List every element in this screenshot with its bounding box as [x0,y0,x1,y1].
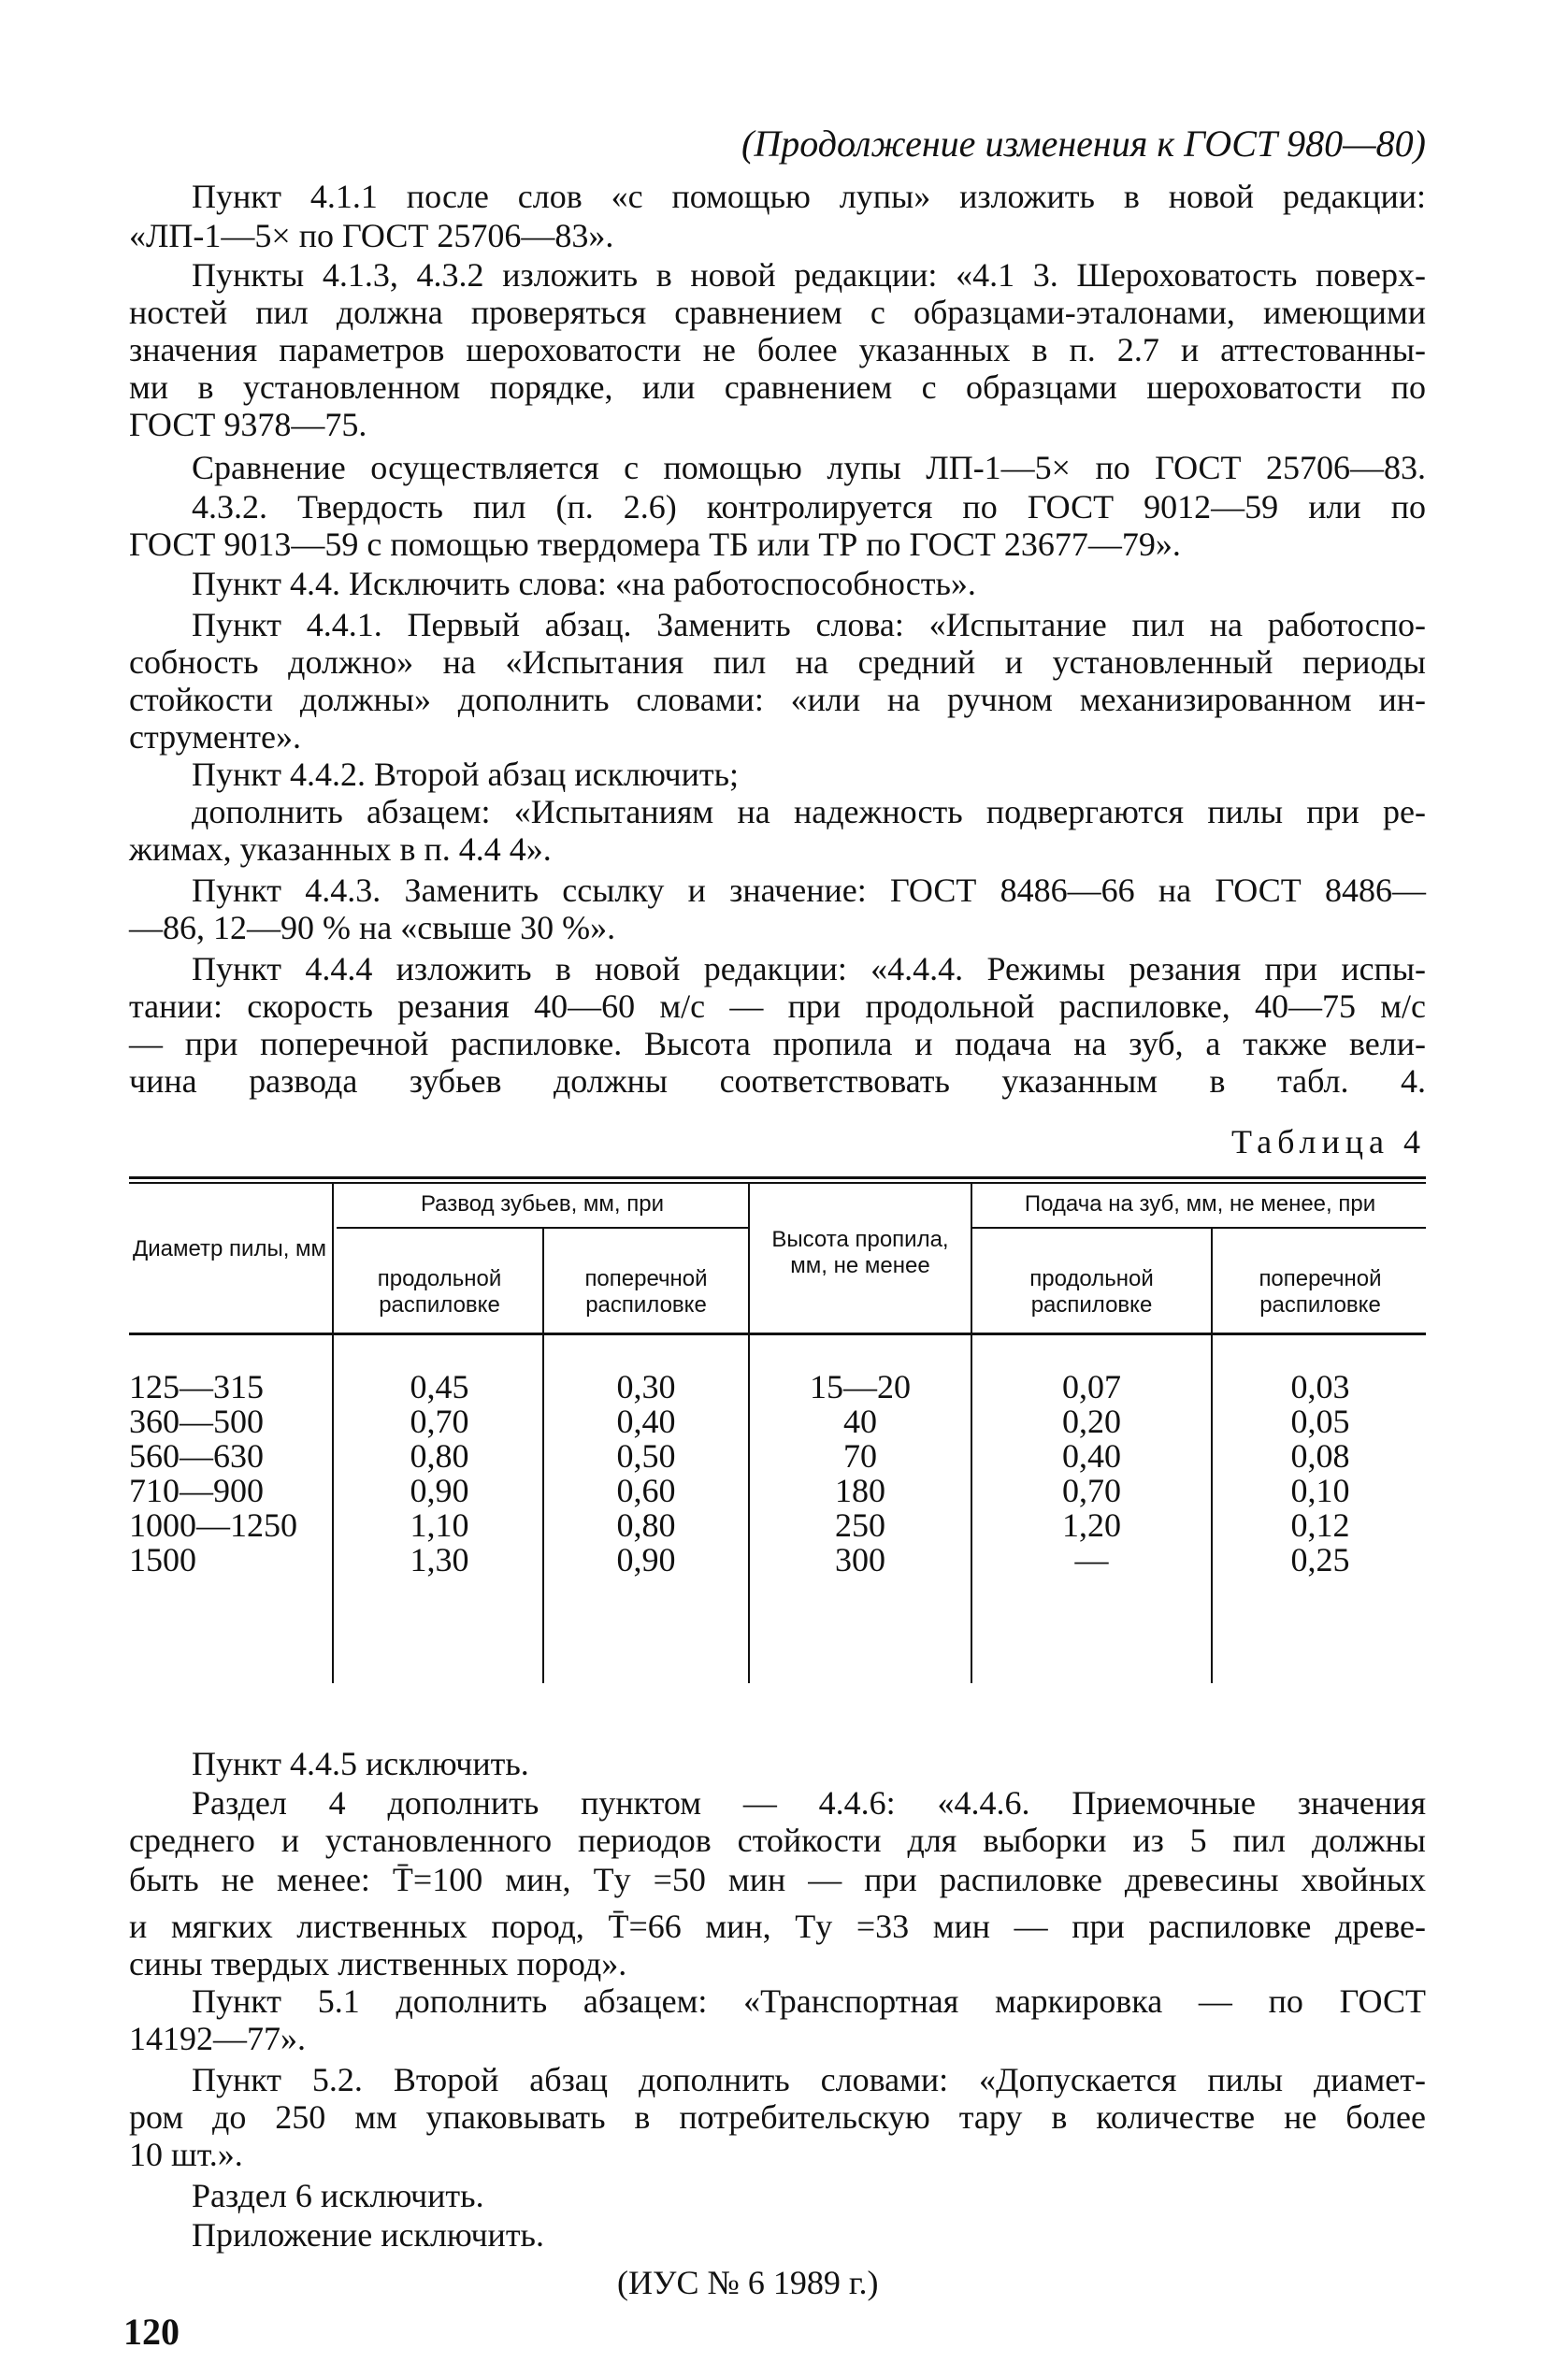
cell-razvod-pop: 0,50 [616,1437,676,1475]
cell-diameter: 125—315 [129,1368,264,1405]
vrule-5 [1211,1229,1213,1683]
ius-reference: (ИУС № 6 1989 г.) [617,2264,879,2301]
table-top-rule [129,1176,1426,1179]
para6-line4: струменте». [129,718,301,756]
para10-line1: Пункт 4.4.4 изложить в новой редакции: «4.4.4. Режимы резания при испы- [192,950,1426,987]
para14-line3: 10 шт.». [129,2136,243,2173]
cell-razvod-pop: 0,60 [616,1472,676,1509]
cell-podacha-pop: 0,05 [1290,1403,1350,1440]
cell-height: 250 [835,1506,885,1544]
para8-line1: дополнить абзацем: «Испытаниям на надежность подвергаются пилы при ре- [192,793,1426,830]
cell-podacha-prod: 1,20 [1062,1506,1121,1544]
vrule-2 [542,1229,544,1683]
para9-line1: Пункт 4.4.3. Заменить ссылку и значение: ГОСТ 8486—66 на ГОСТ 8486— [192,872,1426,909]
th-group-podacha: Подача на зуб, мм, не менее, при [1024,1191,1376,1217]
cell-razvod-prod: 0,70 [410,1403,469,1440]
para15-line1: Раздел 6 исключить. [192,2177,484,2214]
cell-diameter: 560—630 [129,1437,264,1475]
para13-line2: 14192—77». [129,2020,306,2057]
cell-podacha-prod: 0,40 [1062,1437,1121,1475]
para2-line3: значения параметров шероховатости не более указанных в п. 2.7 и аттестованны- [129,331,1426,368]
para1-line2: «ЛП-1—5× по ГОСТ 25706—83». [129,217,614,254]
cell-podacha-pop: 0,12 [1290,1506,1350,1544]
para12-line4: и мягких лиственных пород, T̄=66 мин, Tу =33 мин — при распиловке древе- [129,1908,1426,1945]
para4-line2: ГОСТ 9013—59 с помощью твердомера ТБ или ТР по ГОСТ 23677—79». [129,526,1181,563]
cell-razvod-pop: 0,80 [616,1506,676,1544]
cell-height: 40 [843,1403,877,1440]
para9-line2: —86, 12—90 % на «свыше 30 %». [129,909,616,946]
cell-razvod-pop: 0,40 [616,1403,676,1440]
table-header-rule [129,1333,1426,1335]
cell-height: 300 [835,1541,885,1578]
th-razvod-prod: продольной распиловке [377,1266,502,1318]
para12-line1: Раздел 4 дополнить пунктом — 4.4.6: «4.4.6. Приемочные значения [192,1784,1426,1822]
para4-line1: 4.3.2. Твердость пил (п. 2.6) контролируется по ГОСТ 9012—59 или по [192,488,1426,526]
group-podacha-rule [972,1227,1426,1229]
cell-diameter: 360—500 [129,1403,264,1440]
para6-line2: собность должно» на «Испытания пил на средний и установленный периоды [129,643,1426,681]
cell-podacha-pop: 0,03 [1290,1368,1350,1405]
th-group-razvod: Развод зубьев, мм, при [420,1191,665,1217]
para10-line3: — при поперечной распиловке. Высота пропила и подача на зуб, а также вели- [129,1025,1426,1062]
para11-line1: Пункт 4.4.5 исключить. [192,1745,529,1782]
th-podacha-pop: поперечной распиловке [1259,1266,1382,1318]
cell-podacha-prod: 0,70 [1062,1472,1121,1509]
th-height: Высота пропила, мм, не менее [771,1227,949,1278]
para12-line5: сины твердых лиственных пород». [129,1945,627,1982]
cell-diameter: 710—900 [129,1472,264,1509]
cell-diameter: 1000—1250 [129,1506,297,1544]
para10-line4: чина развода зубьев должны соответствовать указанным в табл. 4. [129,1062,1426,1100]
cell-podacha-prod: 0,07 [1062,1368,1121,1405]
vrule-4 [971,1184,972,1683]
page-header: (Продолжение изменения к ГОСТ 980—80) [741,122,1426,165]
cell-podacha-prod: 0,20 [1062,1403,1121,1440]
table-top-rule-2 [129,1182,1426,1184]
vrule-1 [332,1184,334,1683]
para7-line1: Пункт 4.4.2. Второй абзац исключить; [192,756,740,793]
cell-podacha-pop: 0,08 [1290,1437,1350,1475]
para5-line1: Пункт 4.4. Исключить слова: «на работоспособность». [192,565,976,602]
para10-line2: тании: скорость резания 40—60 м/с — при продольной распиловке, 40—75 м/с [129,987,1426,1025]
para6-line1: Пункт 4.4.1. Первый абзац. Заменить слова: «Испытание пил на работоспо- [192,606,1426,643]
para12-line2: среднего и установленного периодов стойкости для выборки из 5 пил должны [129,1822,1426,1859]
cell-height: 180 [835,1472,885,1509]
cell-diameter: 1500 [129,1541,196,1578]
table-title: Таблица 4 [1231,1123,1426,1160]
para2-line5: ГОСТ 9378—75. [129,406,367,443]
cell-razvod-pop: 0,90 [616,1541,676,1578]
para8-line2: жимах, указанных в п. 4.4 4». [129,830,552,868]
cell-razvod-prod: 0,80 [410,1437,469,1475]
cell-razvod-pop: 0,30 [616,1368,676,1405]
th-razvod-pop: поперечной распиловке [584,1266,708,1318]
para1-line1: Пункт 4.1.1 после слов «с помощью лупы» изложить в новой редакции: [192,178,1426,215]
cell-podacha-pop: 0,10 [1290,1472,1350,1509]
para3-line1: Сравнение осуществляется с помощью лупы ЛП-1—5× по ГОСТ 25706—83. [192,449,1426,486]
cell-height: 15—20 [810,1368,911,1405]
th-podacha-prod: продольной распиловке [1029,1266,1154,1318]
para14-line1: Пункт 5.2. Второй абзац дополнить словами: «Допускается пилы диамет- [192,2061,1426,2098]
cell-razvod-prod: 0,45 [410,1368,469,1405]
para16-line1: Приложение исключить. [192,2216,544,2254]
cell-razvod-prod: 1,30 [410,1541,469,1578]
para2-line1: Пункты 4.1.3, 4.3.2 изложить в новой редакции: «4.1 3. Шероховатость поверх- [192,256,1426,294]
cell-razvod-prod: 0,90 [410,1472,469,1509]
para2-line2: ностей пил должна проверяться сравнением с образцами-эталонами, имеющими [129,294,1426,331]
para13-line1: Пункт 5.1 дополнить абзацем: «Транспортная маркировка — по ГОСТ [192,1982,1426,2020]
cell-razvod-prod: 1,10 [410,1506,469,1544]
th-diameter: Диаметр пилы, мм [132,1236,327,1261]
page-number: 120 [123,2311,180,2353]
vrule-3 [748,1184,750,1683]
para6-line3: стойкости должны» дополнить словами: «или на ручном механизированном ин- [129,681,1426,718]
cell-height: 70 [843,1437,877,1475]
cell-podacha-pop: 0,25 [1290,1541,1350,1578]
para12-line3: быть не менее: T̄=100 мин, Tу =50 мин — при распиловке древесины хвойных [129,1861,1426,1898]
para14-line2: ром до 250 мм упаковывать в потребительскую тару в количестве не более [129,2098,1426,2136]
para2-line4: ми в установленном порядке, или сравнением с образцами шероховатости по [129,368,1426,406]
cell-podacha-prod: — [1074,1541,1109,1578]
